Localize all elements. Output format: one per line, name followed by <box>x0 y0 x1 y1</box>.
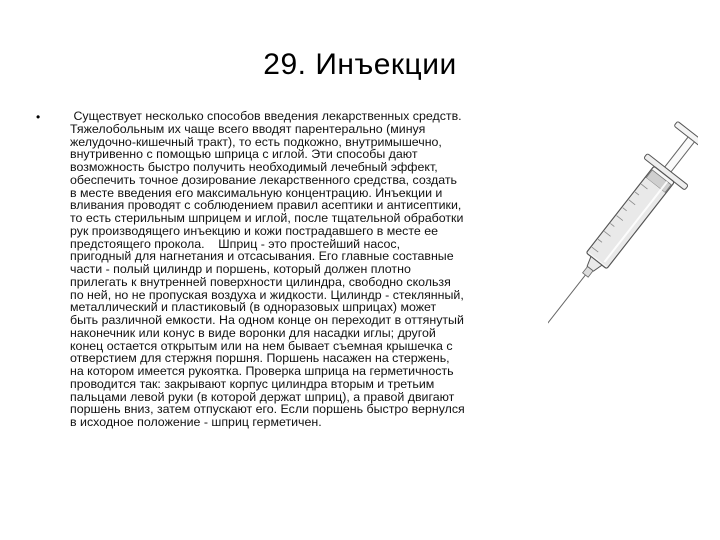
body-line: быть различной емкости. На одном конце он переходит в оттянутый <box>70 313 464 327</box>
body-line: Тяжелобольным их чаще всего вводят парентерально (минуя <box>70 121 426 136</box>
body-line: конец остается открытым или на нем бывает съемная крышечка с <box>70 338 453 353</box>
body-line: по ней, но не пропуская воздуха и жидкости. Цилиндр - стеклянный, <box>70 287 464 302</box>
body-line: обеспечить точное дозирование лекарственного средства, создать <box>70 172 458 187</box>
body-line: желудочно-кишечный тракт), то есть подкожно, внутримышечно, <box>70 134 442 149</box>
body-line: Существует несколько способов введения лекарственных средств. <box>70 109 462 123</box>
body-line: пальцами левой руки (в которой держат шприц), а правой двигают <box>70 389 455 404</box>
body-line: то есть стерильным шприцем и иглой, после тщательной обработки <box>70 211 464 225</box>
body-text <box>70 110 530 429</box>
syringe-icon <box>548 118 698 338</box>
body-line: на котором имеется рукоятка. Проверка шприца на герметичность <box>70 364 454 378</box>
slide-title: 29. Инъекции <box>263 48 457 81</box>
body-line: части - полый цилиндр и поршень, который должен плотно <box>70 262 411 276</box>
body-line: проводится так: закрывают корпус цилиндра вторым и третьим <box>70 376 435 391</box>
body-line: прилегать к внутренней поверхности цилиндра, свободно скользя <box>70 274 451 289</box>
body-line: наконечник или конус в виде воронки для насадки иглы; другой <box>70 325 436 340</box>
bullet-marker: • <box>36 110 41 124</box>
body-line: металлический и пластиковый (в одноразовых шприцах) может <box>70 300 437 315</box>
body-line: предстоящего прокола. Шприц - это простейший насос, <box>70 236 401 251</box>
body-line: вливания проводят с соблюдением правил асептики и антисептики, <box>70 198 462 213</box>
body-line: отверстием для стержня поршня. Поршень насажен на стержень, <box>70 351 450 366</box>
body-line: возможность быстро получить необходимый лечебный эффект, <box>70 160 438 174</box>
body-line: в исходное положение - шприц герметичен. <box>70 415 322 429</box>
body-line: пригодный для нагнетания и отсасывания. Его главные составные <box>70 249 454 264</box>
body-line: рук производящего инъекцию и кожи пострадавшего в месте ее <box>70 223 438 238</box>
body-line: внутривенно с помощью шприца с иглой. Эти способы дают <box>70 147 418 162</box>
body-line: в месте введения его максимальную концентрацию. Инъекции и <box>70 185 443 200</box>
body-line: поршень вниз, затем отпускают его. Если поршень быстро вернулся <box>70 402 465 417</box>
